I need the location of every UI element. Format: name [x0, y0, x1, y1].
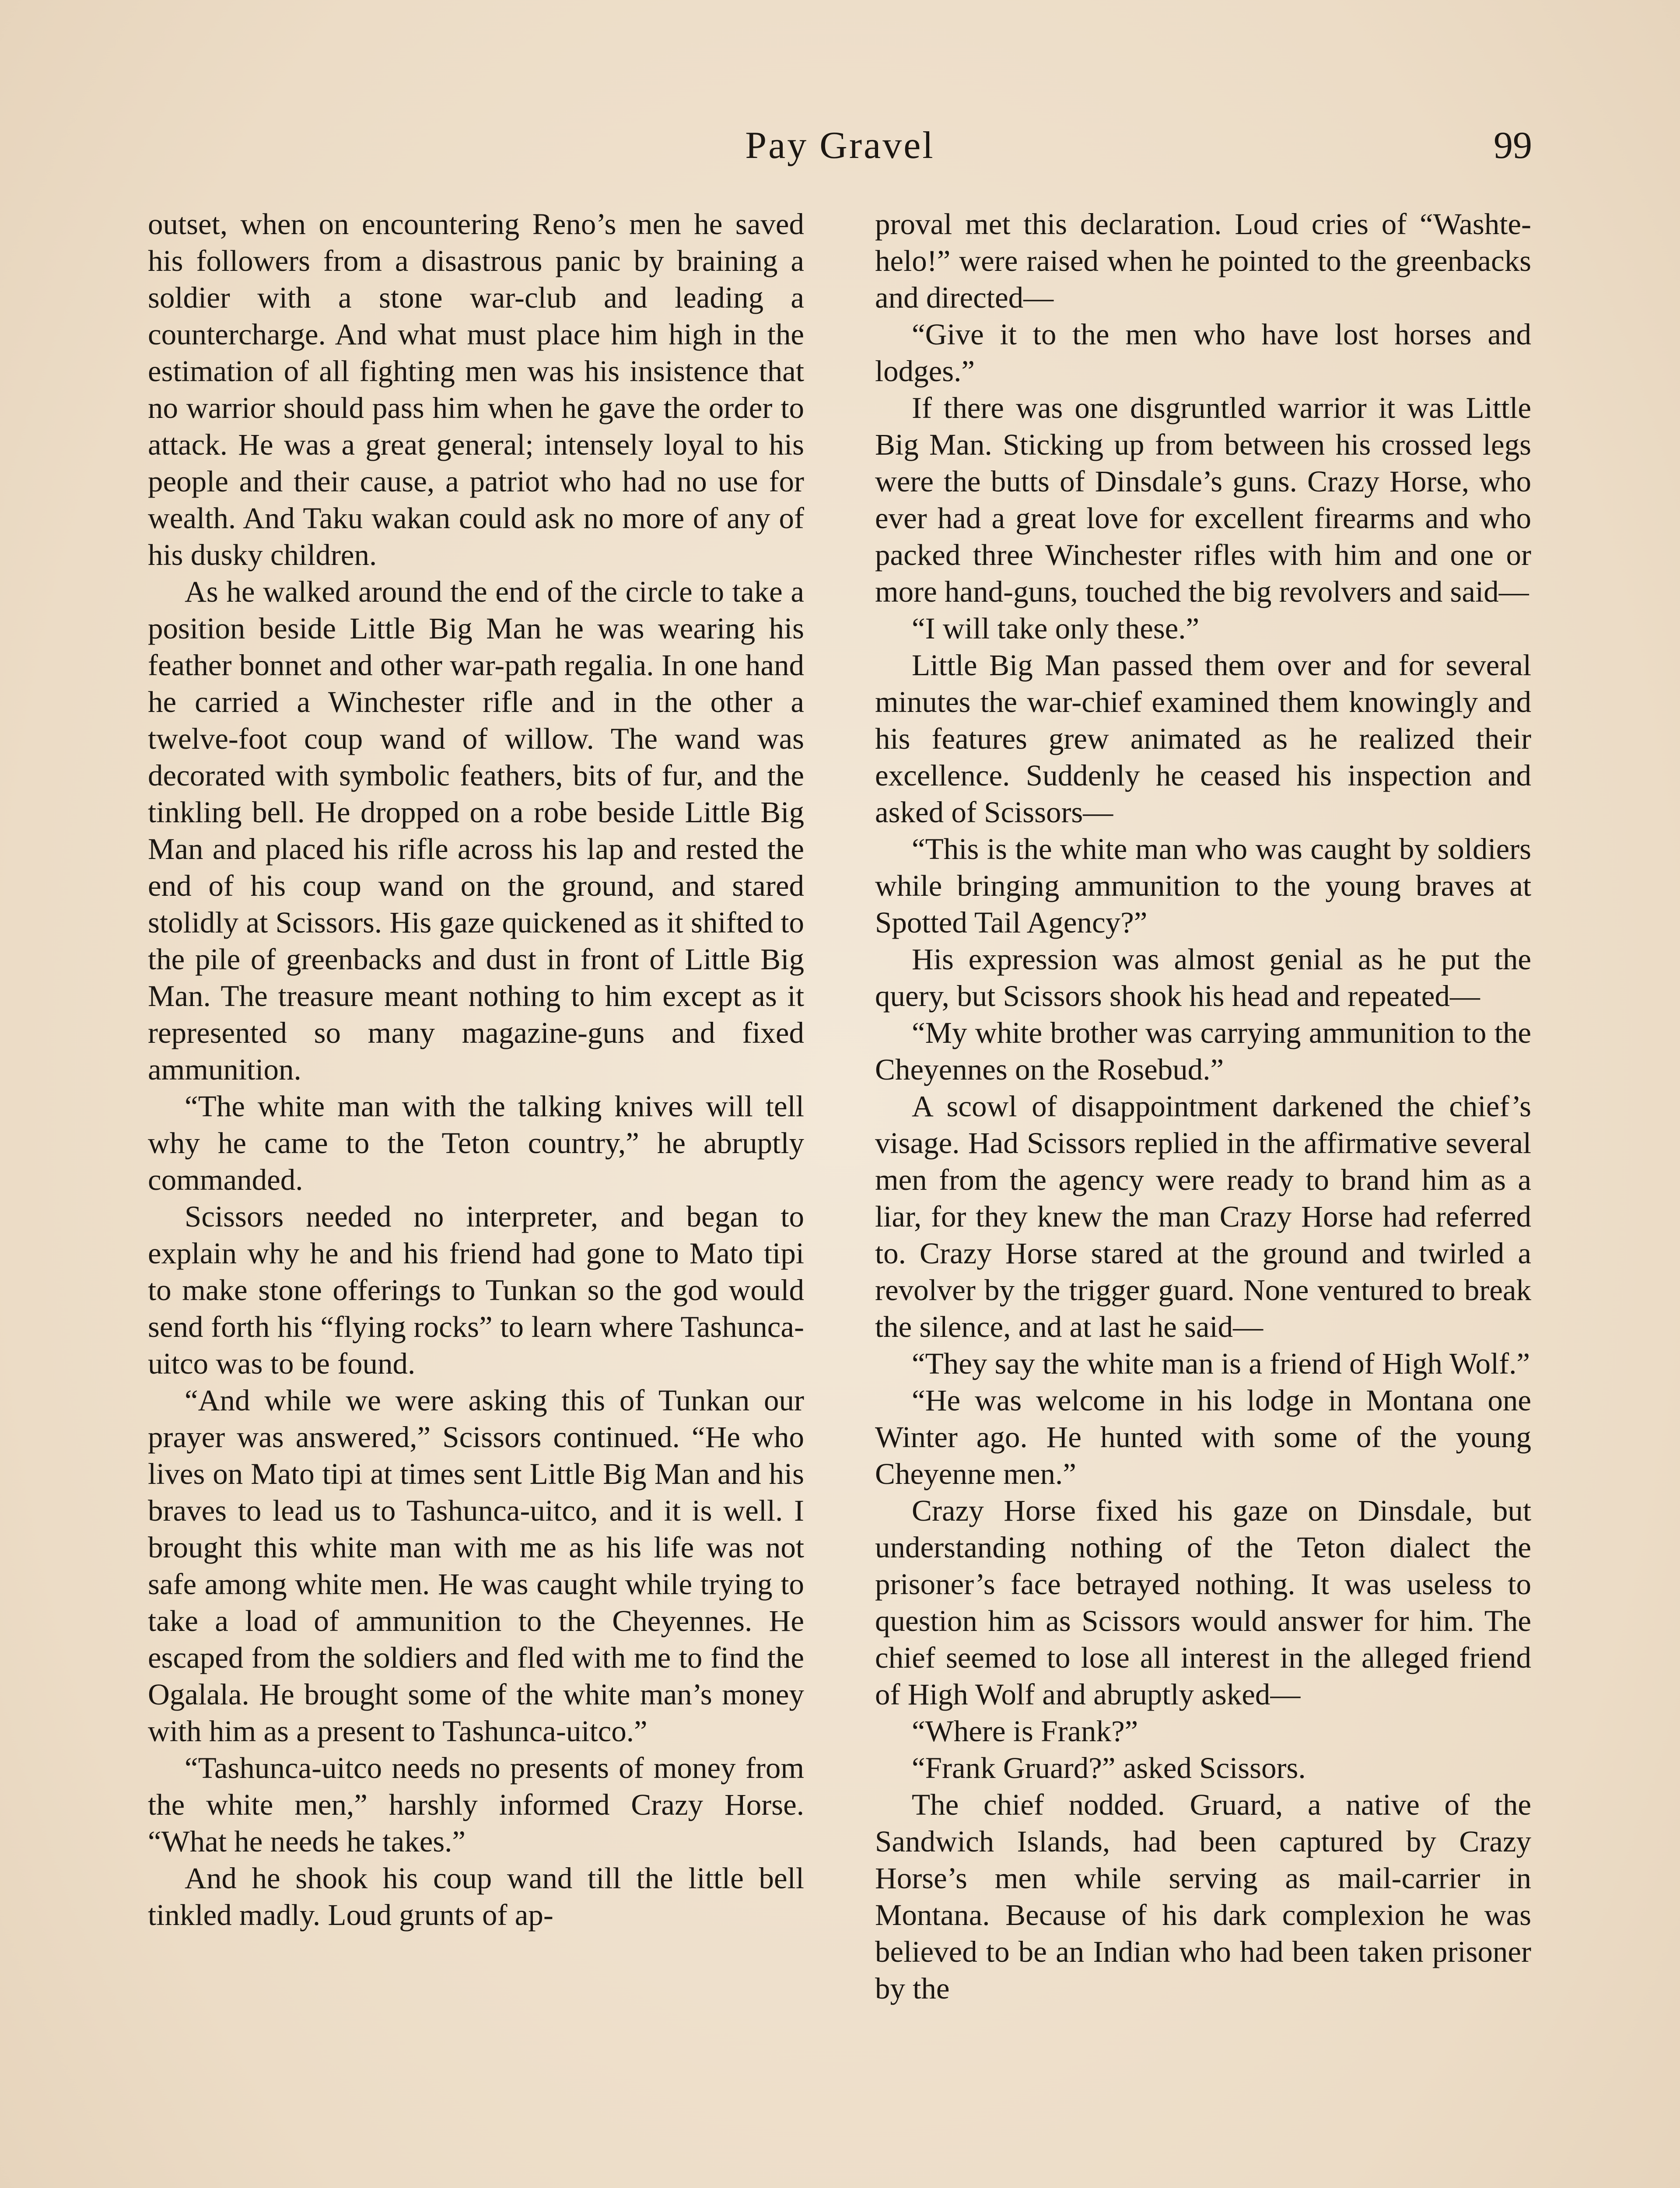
paragraph: “Give it to the men who have lost horses and lodges.”	[875, 318, 1531, 388]
paragraph: Crazy Horse fixed his gaze on Dinsdale, but understanding nothing of the Teton dialect the prisoner’s face betrayed nothing. It was useless to question him as Scissors would answer for him. The chief seemed to lose all interest in the alleged friend of High Wolf and abruptly asked—	[875, 1494, 1531, 1711]
left-column	[148, 206, 804, 2188]
paragraph: “Tashunca-uitco needs no presents of money from the white men,” harshly informed Crazy Horse. “What he needs he takes.”	[148, 1751, 804, 1858]
page-number: 99	[1494, 124, 1532, 167]
paragraph: “Where is Frank?”	[912, 1715, 1138, 1748]
paragraph: “I will take only these.”	[912, 612, 1200, 645]
paragraph: “The white man with the talking knives will tell why he came to the Teton country,” he abruptly commanded.	[148, 1090, 804, 1196]
paragraph: “My white brother was carrying ammunition to the Cheyennes on the Rosebud.”	[875, 1016, 1531, 1086]
text-columns	[148, 206, 1531, 2188]
page-header	[148, 115, 1532, 176]
paragraph: As he walked around the end of the circle to take a position beside Little Big Man he was wearing his feather bonnet and other war-path regalia. In one hand he carried a Winchester rifle and in the other a twelve-foot coup wand of willow. The wand was decorated with symbolic feathers, bits of fur, and the tinkling bell. He dropped on a robe beside Little Big Man and placed his rifle across his lap and rested the end of his coup wand on the ground, and stared stolidly at Scissors. His gaze quickened as it shifted to the pile of greenbacks and dust in front of Little Big Man. The treasure meant nothing to him except as it represented so many magazine-guns and fixed ammunition.	[148, 575, 804, 1086]
paragraph: If there was one disgruntled warrior it was Little Big Man. Sticking up from between his crossed legs were the butts of Dinsdale’s guns. Crazy Horse, who ever had a great love for excellent firearms and who packed three Winchester rifles with him and one or more hand-guns, touched the big revolvers and said—	[875, 391, 1531, 608]
paragraph: Little Big Man passed them over and for several minutes the war-chief examined them knowingly and his features grew animated as he realized their excellence. Suddenly he ceased his inspection and asked of Scissors—	[875, 649, 1531, 829]
paragraph: His expression was almost genial as he put the query, but Scissors shook his head and repeated—	[875, 943, 1531, 1013]
paragraph: Scissors needed no interpreter, and began to explain why he and his friend had gone to Mato tipi to make stone offerings to Tunkan so the god would send forth his “flying rocks” to learn where Tashunca-uitco was to be found.	[148, 1200, 804, 1380]
paragraph: “Frank Gruard?” asked Scissors.	[912, 1751, 1306, 1785]
paragraph: And he shook his coup wand till the little bell tinkled madly. Loud grunts of ap-	[148, 1862, 804, 1932]
paragraph: “And while we were asking this of Tunkan our prayer was answered,” Scissors continued. “He who lives on Mato tipi at times sent Little Big Man and his braves to lead us to Tashunca-uitco, and it is well. I brought this white man with me as his life was not safe among white men. He was caught while trying to take a load of ammunition to the Cheyennes. He escaped from the soldiers and fled with me to find the Ogalala. He brought some of the white man’s money with him as a present to Tashunca-uitco.”	[148, 1384, 804, 1748]
paragraph: proval met this declaration. Loud cries of “Washte-helo!” were raised when he pointed to the greenbacks and directed—	[875, 207, 1531, 314]
paragraph: “This is the white man who was caught by soldiers while bringing ammunition to the young braves at Spotted Tail Agency?”	[875, 832, 1531, 939]
paragraph: outset, when on encountering Reno’s men he saved his followers from a disastrous panic by braining a soldier with a stone war-club and leading a countercharge. And what must place him high in the estimation of all fighting men was his insistence that no warrior should pass him when he gave the order to attack. He was a great general; intensely loyal to his people and their cause, a patriot who had no use for wealth. And Taku wakan could ask no more of any of his dusky children.	[148, 207, 804, 572]
running-title: Pay Gravel	[745, 124, 935, 167]
paragraph: A scowl of disappointment darkened the chief’s visage. Had Scissors replied in the affirmative several men from the agency were ready to brand him as a liar, for they knew the man Crazy Horse had referred to. Crazy Horse stared at the ground and twirled a revolver by the trigger guard. None ventured to break the silence, and at last he said—	[875, 1090, 1531, 1343]
right-column	[875, 206, 1531, 2188]
paragraph: The chief nodded. Gruard, a native of the Sandwich Islands, had been captured by Crazy Horse’s men while serving as mail-carrier in Montana. Because of his dark complexion he was believed to be an Indian who had been taken prisoner by the	[875, 1788, 1531, 2005]
paragraph: “They say the white man is a friend of High Wolf.”	[912, 1347, 1530, 1380]
paragraph: “He was welcome in his lodge in Montana one Winter ago. He hunted with some of the young Cheyenne men.”	[875, 1384, 1531, 1490]
